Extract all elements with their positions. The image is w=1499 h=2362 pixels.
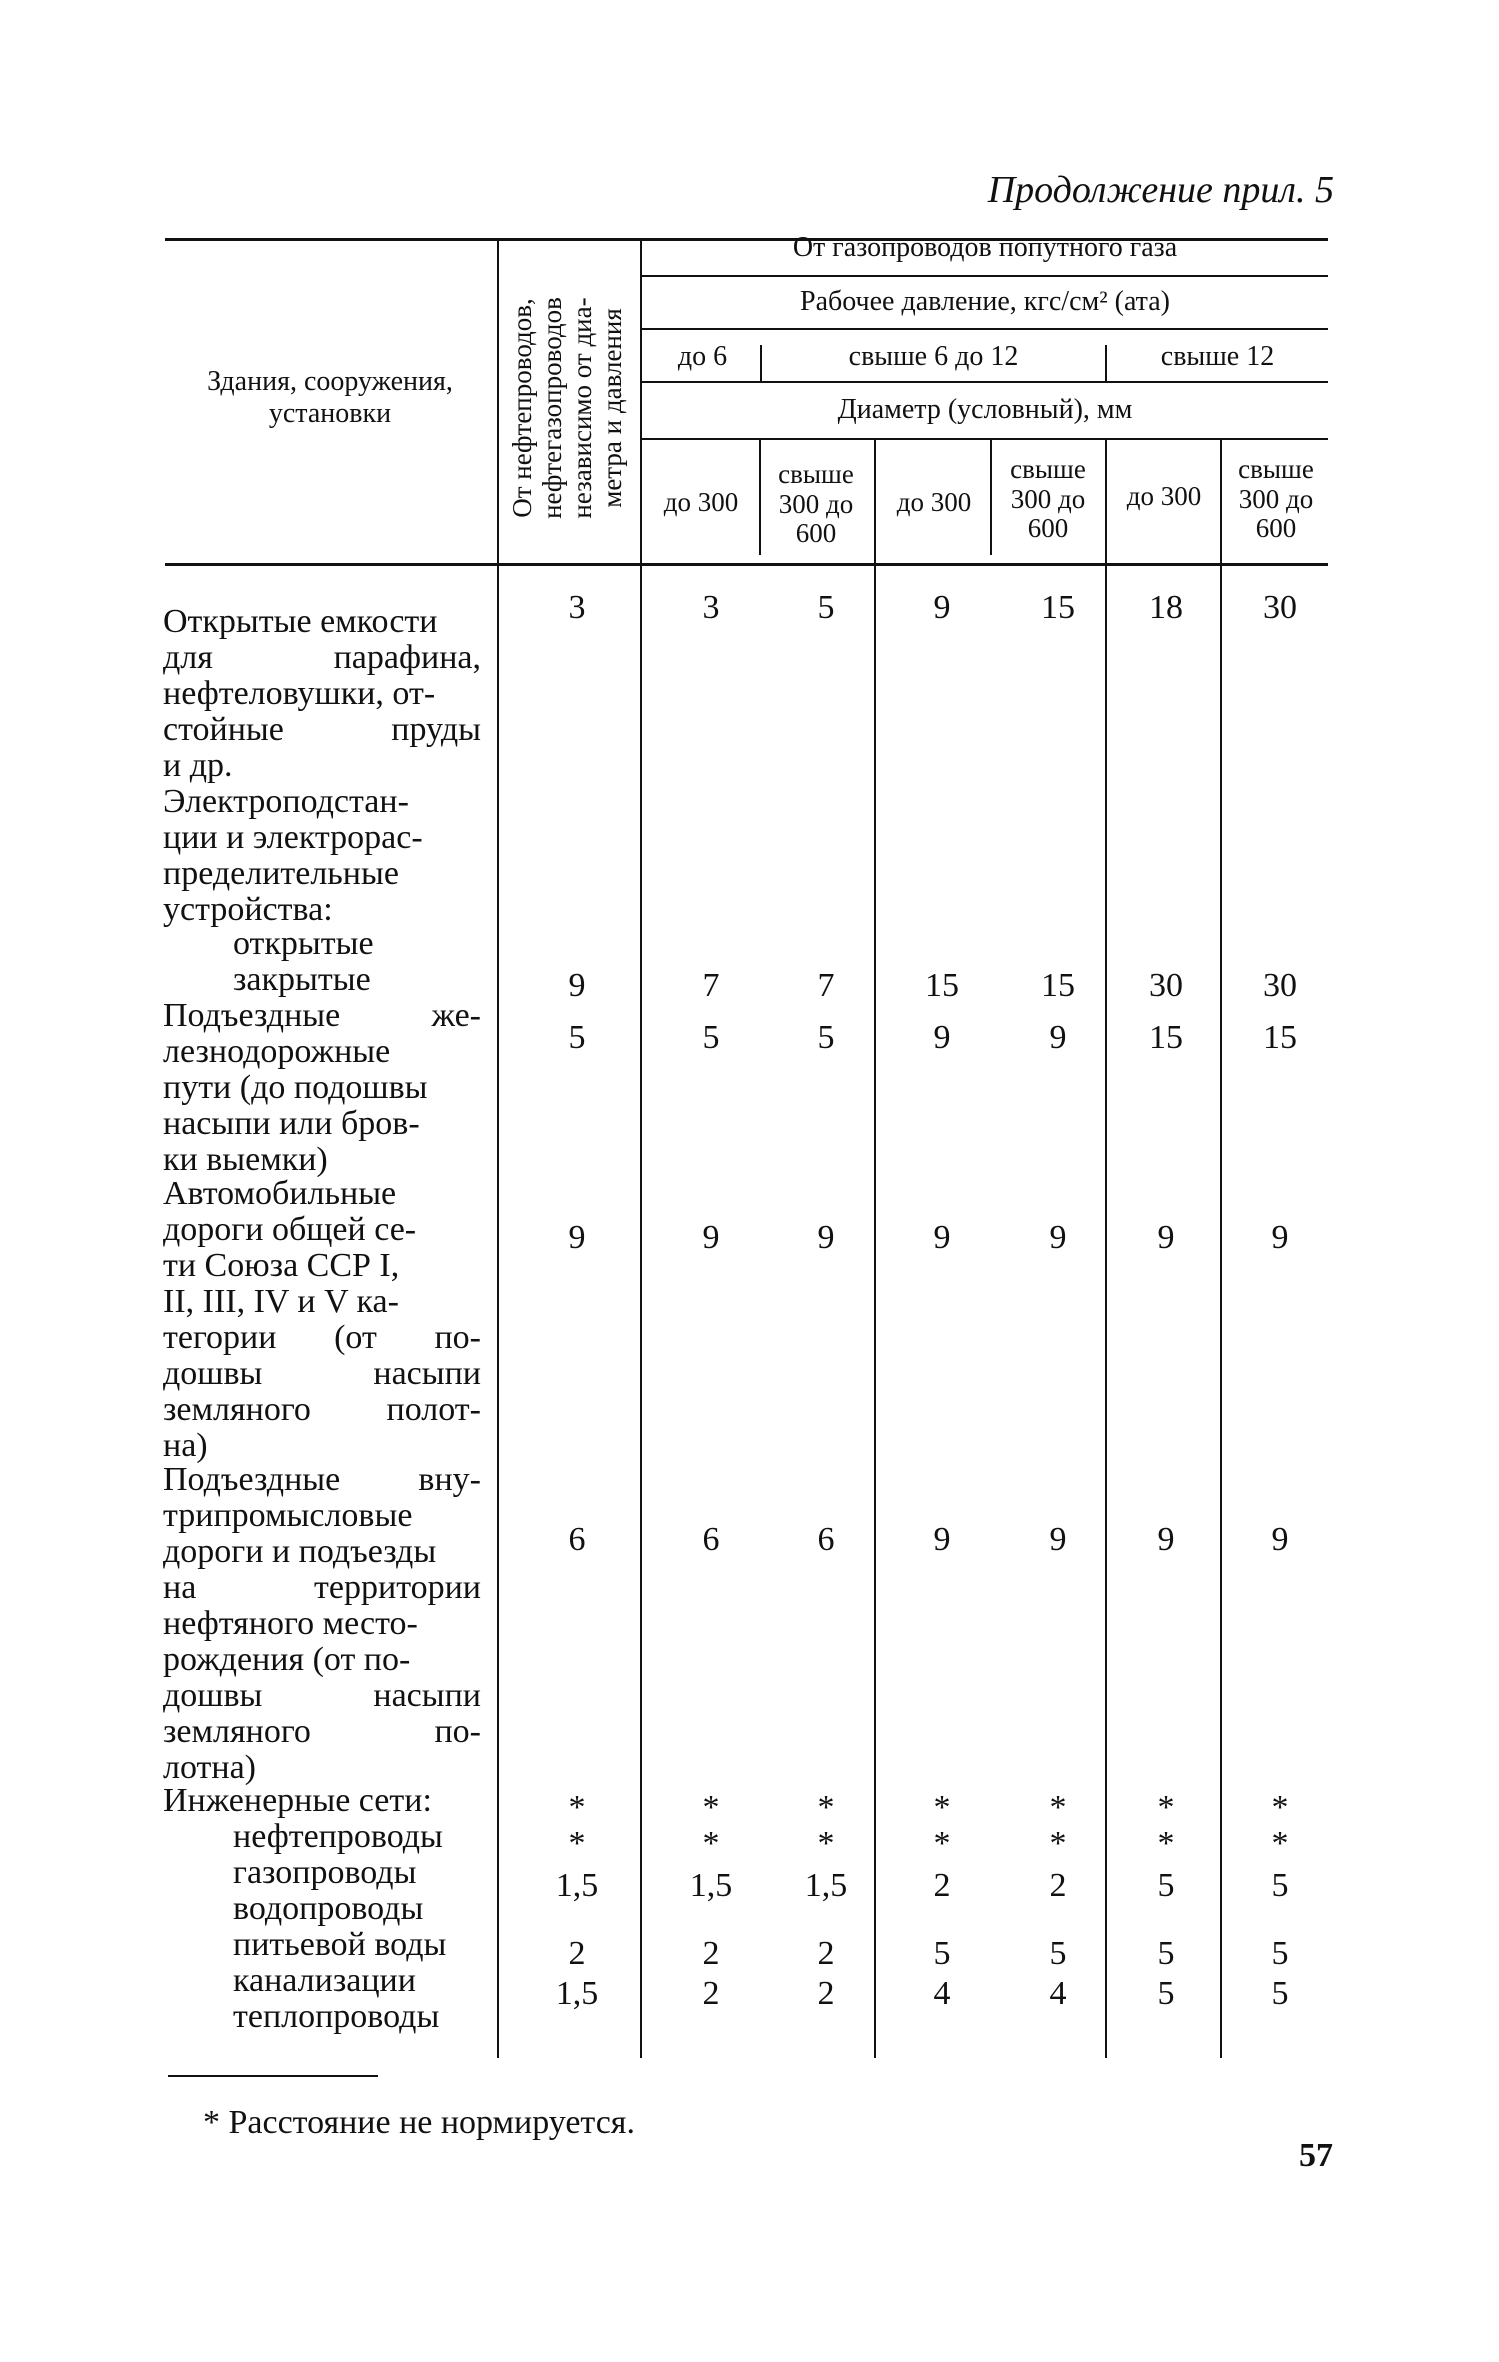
- row-label-line: Подъездные вну-: [163, 1461, 481, 1498]
- table-cell-value: *: [568, 1789, 586, 1826]
- row-label-line: лезнодорожные: [163, 1033, 391, 1070]
- footnote: * Расстояние не нормируется.: [203, 2104, 635, 2141]
- table-cell-value: *: [933, 1789, 951, 1826]
- diameter-col-1: до 300: [663, 487, 739, 517]
- row-label-line: газопроводы: [233, 1854, 417, 1891]
- table-cell-value: 1,5: [555, 1975, 599, 2012]
- table-cell-value: 5: [1271, 1867, 1289, 1904]
- row-label-line: стойные пруды: [163, 711, 481, 748]
- table-cell-value: 15: [1149, 1019, 1183, 1056]
- row-label-line: на территории: [163, 1569, 481, 1606]
- table-cell-value: 2: [702, 1975, 720, 2012]
- footnote-rule: [168, 2075, 378, 2077]
- table-cell-value: *: [1157, 1789, 1175, 1826]
- table-cell-value: 6: [817, 1521, 835, 1558]
- row-label-line: теплопроводы: [233, 1998, 440, 2035]
- table-cell-value: 5: [1157, 1867, 1175, 1904]
- row-label-line: лотна): [163, 1749, 256, 1786]
- table-cell-value: 15: [925, 967, 959, 1004]
- table-cell-value: *: [817, 1825, 835, 1862]
- table-cell-value: 30: [1149, 967, 1183, 1004]
- col-header-main: Здания, сооружения, установки: [207, 366, 453, 430]
- diameter-col-2: свыше 300 до 600: [778, 459, 854, 549]
- row-label-line: трипромысловые: [163, 1497, 413, 1534]
- col-header-oil-line: нефтегазопроводов: [537, 297, 567, 519]
- hline-pressure-groups: [642, 381, 1328, 383]
- row-label-line: Инженерные сети:: [163, 1782, 432, 1819]
- table-cell-value: 15: [1041, 589, 1075, 626]
- col-header-oil-line: метра и давления: [597, 308, 627, 508]
- pressure-group-3: свыше 12: [1160, 341, 1275, 372]
- table-cell-value: 2: [817, 1935, 835, 1972]
- table-cell-value: 1,5: [804, 1867, 848, 1904]
- hline-pressure: [642, 328, 1328, 330]
- row-label-sewerage: [163, 1963, 481, 1999]
- row-label-line: дошвы насыпи: [163, 1677, 481, 1714]
- col-header-gas: От газопроводов попутного газа: [792, 232, 1178, 263]
- table-cell-value: 9: [1271, 1521, 1289, 1558]
- table-cell-value: *: [702, 1825, 720, 1862]
- hline-diameter: [642, 438, 1328, 440]
- table-cell-value: 7: [702, 967, 720, 1004]
- table-cell-value: *: [1049, 1825, 1067, 1862]
- table-cell-value: 3: [568, 589, 586, 626]
- table-header-bottom-rule: [165, 563, 1328, 566]
- table-cell-value: 9: [933, 589, 951, 626]
- row-label-water-pipes: [163, 1891, 481, 1927]
- diameter-col-4: свыше 300 до 600: [1010, 454, 1086, 544]
- table-cell-value: 30: [1263, 967, 1297, 1004]
- table-cell-value: 9: [568, 967, 586, 1004]
- row-label-line: дороги и подъезды: [163, 1533, 437, 1570]
- page-number: 57: [1299, 2137, 1333, 2174]
- row-label-line: нефтяного место-: [163, 1605, 418, 1642]
- table-cell-value: 1,5: [555, 1867, 599, 1904]
- row-label-railway: [163, 998, 481, 1178]
- hline-gas-title: [642, 275, 1328, 277]
- pressure-group-1: до 6: [677, 341, 728, 372]
- row-label-heat-pipes: [163, 1999, 481, 2035]
- pressure-label: Рабочее давление, кгс/см² (ата): [800, 286, 1170, 317]
- row-label-line: водопроводы: [233, 1890, 424, 1927]
- row-label-line: земляного по-: [163, 1713, 481, 1750]
- table-cell-value: 2: [817, 1975, 835, 2012]
- row-label-line: Автомобильные: [163, 1175, 397, 1212]
- continuation-title: Продолжение прил. 5: [987, 169, 1334, 211]
- row-label-line: Открытые емкости: [163, 603, 438, 640]
- table-cell-value: 9: [1157, 1219, 1175, 1256]
- table-cell-value: *: [1271, 1825, 1289, 1862]
- table-cell-value: 4: [933, 1975, 951, 2012]
- table-cell-value: 1,5: [689, 1867, 733, 1904]
- row-label-field-roads: [163, 1462, 481, 1786]
- row-label-line: дороги общей се-: [163, 1211, 417, 1248]
- col-header-oil-line: От нефтепроводов,: [507, 298, 537, 518]
- table-cell-value: 2: [568, 1935, 586, 1972]
- table-cell-value: 9: [1157, 1521, 1175, 1558]
- vline-col-4: [990, 440, 992, 555]
- row-label-line: дошвы насыпи: [163, 1355, 481, 1392]
- table-cell-value: 15: [1041, 967, 1075, 1004]
- table-cell-value: 5: [568, 1019, 586, 1056]
- table-cell-value: 5: [1271, 1935, 1289, 1972]
- row-label-line: закрытые: [233, 961, 371, 998]
- row-label-line: Электроподстан-: [163, 783, 409, 820]
- diameter-col-5: до 300: [1126, 481, 1202, 511]
- vline-col-2: [759, 440, 761, 555]
- table-cell-value: 5: [1271, 1975, 1289, 2012]
- table-cell-value: 2: [702, 1935, 720, 1972]
- row-label-line: Подъездные же-: [163, 997, 481, 1034]
- table-cell-value: 7: [817, 967, 835, 1004]
- table-cell-value: 5: [817, 589, 835, 626]
- row-label-line: насыпи или бров-: [163, 1105, 420, 1142]
- table-cell-value: *: [1157, 1825, 1175, 1862]
- table-cell-value: 5: [1157, 1975, 1175, 2012]
- table-cell-value: *: [933, 1825, 951, 1862]
- vline-oil-right: [640, 238, 642, 2058]
- table-cell-value: *: [1049, 1789, 1067, 1826]
- row-label-line: тегории (от по-: [163, 1319, 481, 1356]
- row-label-gas-pipes: [163, 1855, 481, 1891]
- row-label-drinking-water: [163, 1927, 481, 1963]
- table-cell-value: 9: [1049, 1219, 1067, 1256]
- table-cell-value: 5: [1049, 1935, 1067, 1972]
- table-cell-value: 9: [817, 1219, 835, 1256]
- row-label-line: пределительные: [163, 855, 399, 892]
- row-label-line: для парафина,: [163, 639, 481, 676]
- row-label-line: нефтепроводы: [233, 1818, 443, 1855]
- row-label-line: II, III, IV и V ка-: [163, 1283, 399, 1320]
- table-cell-value: 9: [933, 1219, 951, 1256]
- table-cell-value: 9: [1049, 1521, 1067, 1558]
- table-cell-value: 5: [702, 1019, 720, 1056]
- table-cell-value: 2: [1049, 1867, 1067, 1904]
- table-cell-value: 9: [933, 1521, 951, 1558]
- row-label-line: пути (до подошвы: [163, 1069, 428, 1106]
- table-cell-value: 3: [702, 589, 720, 626]
- row-label-line: ти Союза ССР I,: [163, 1247, 400, 1284]
- row-label-line: нефтеловушки, от-: [163, 675, 436, 712]
- table-cell-value: 9: [702, 1219, 720, 1256]
- row-label-oil-pipes: [163, 1819, 481, 1855]
- row-label-substations: [163, 784, 481, 928]
- row-label-line: канализации: [233, 1962, 416, 1999]
- row-label-line: устройства:: [163, 891, 333, 928]
- diameter-col-3: до 300: [896, 487, 972, 517]
- table-cell-value: 6: [702, 1521, 720, 1558]
- diameter-label: Диаметр (условный), мм: [837, 394, 1133, 425]
- table-cell-value: 9: [1049, 1019, 1067, 1056]
- table-cell-value: 18: [1149, 589, 1183, 626]
- table-cell-value: 9: [933, 1019, 951, 1056]
- row-label-line: на): [163, 1427, 208, 1464]
- row-label-line: и др.: [163, 747, 233, 784]
- table-cell-value: *: [817, 1789, 835, 1826]
- table-cell-value: 30: [1263, 589, 1297, 626]
- table-cell-value: *: [568, 1825, 586, 1862]
- row-label-line: ции и электрорас-: [163, 819, 423, 856]
- row-label-closed: [163, 962, 481, 998]
- pressure-group-2: свыше 6 до 12: [848, 341, 1019, 372]
- col-header-oil-line: независимо от диа-: [567, 297, 597, 519]
- row-label-line: рождения (от по-: [163, 1641, 411, 1678]
- table-cell-value: 4: [1049, 1975, 1067, 2012]
- row-label-utilities: [163, 1783, 481, 1819]
- row-label-line: открытые: [233, 925, 374, 962]
- row-label-line: питьевой воды: [233, 1926, 447, 1963]
- table-cell-value: *: [702, 1789, 720, 1826]
- table-cell-value: 5: [933, 1935, 951, 1972]
- table-cell-value: 2: [933, 1867, 951, 1904]
- table-cell-value: 5: [817, 1019, 835, 1056]
- vline-col-6: [1220, 440, 1222, 2058]
- table-cell-value: 9: [1271, 1219, 1289, 1256]
- table-cell-value: 15: [1263, 1019, 1297, 1056]
- table-cell-value: 5: [1157, 1935, 1175, 1972]
- row-label-line: ки выемки): [163, 1141, 328, 1178]
- row-label-highways: [163, 1176, 481, 1464]
- row-label-open: [163, 926, 481, 962]
- row-label-open-tanks: [163, 604, 481, 784]
- table-cell-value: 9: [568, 1219, 586, 1256]
- col-header-oil: [497, 258, 637, 558]
- table-cell-value: *: [1271, 1789, 1289, 1826]
- row-label-line: земляного полот-: [163, 1391, 481, 1428]
- diameter-col-6: свыше 300 до 600: [1238, 454, 1314, 544]
- table-cell-value: 6: [568, 1521, 586, 1558]
